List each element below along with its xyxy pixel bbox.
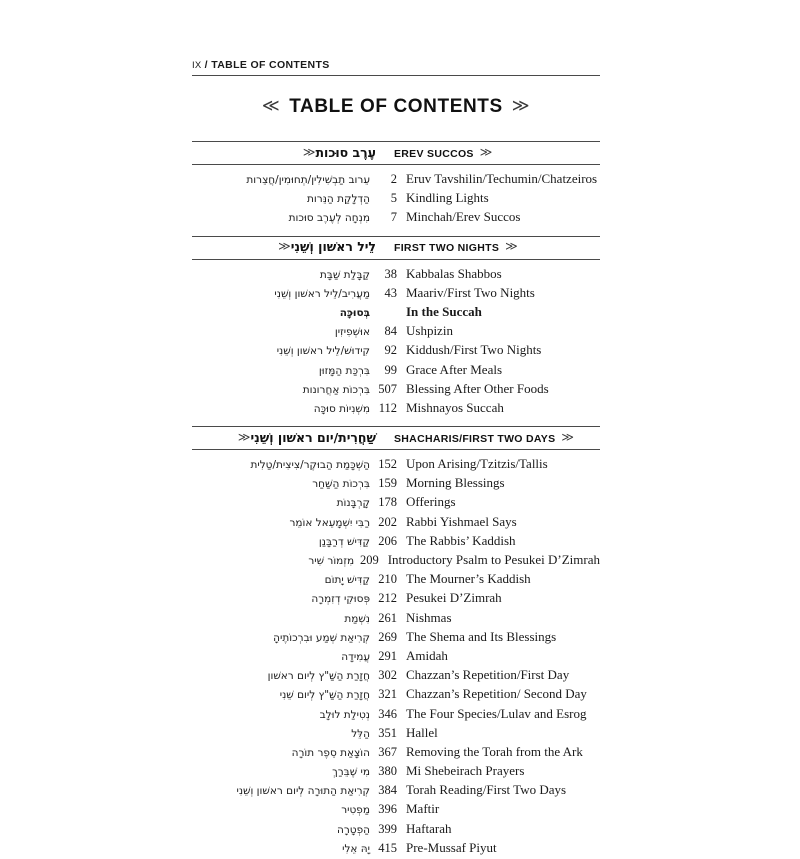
toc-entry-hebrew: מִזְמוֺר שִׁיר bbox=[308, 555, 355, 567]
toc-entry-hebrew: חֲזָרַת הַשַּׁ"ץ לְיום ראשׁון bbox=[267, 670, 370, 683]
toc-entry-page-number[interactable]: 84 bbox=[384, 324, 397, 339]
toc-entry-english: Offerings bbox=[406, 494, 456, 510]
toc-section-heading-hebrew-text: שַׁחֲרִית/יום ראשׁון וְשֵׁנִי bbox=[250, 429, 376, 445]
toc-entry-english: Mi Shebeirach Prayers bbox=[406, 763, 525, 779]
toc-section-heading-inner bbox=[192, 237, 600, 259]
toc-section bbox=[192, 236, 600, 427]
toc-section-heading-hebrew bbox=[192, 144, 380, 160]
ornament-right-icon: ≫ bbox=[479, 144, 493, 159]
toc-section-heading-hebrew-text: עֶרֶב סוּכות bbox=[315, 144, 376, 160]
toc-entry-page-number[interactable]: 269 bbox=[378, 629, 397, 644]
toc-entry-hebrew: בִּרְכוֺת אַחֲרונות bbox=[302, 383, 370, 396]
toc-entry[interactable] bbox=[192, 590, 600, 609]
toc-entry-english: Upon Arising/Tzitzis/Tallis bbox=[406, 456, 548, 472]
toc-section bbox=[192, 426, 600, 859]
toc-entry-hebrew: אוּשְׁפִיזִין bbox=[334, 326, 370, 339]
toc-entry-hebrew: קָרְבָּנוֺת bbox=[336, 497, 370, 510]
toc-entry-page-number[interactable]: 367 bbox=[378, 744, 397, 759]
toc-entry-page-number[interactable]: 92 bbox=[384, 343, 397, 358]
toc-section-heading-english-text: EREV SUCCOS bbox=[394, 147, 474, 160]
toc-entry[interactable] bbox=[192, 533, 600, 552]
toc-section-heading-inner bbox=[192, 142, 600, 164]
toc-entry-hebrew: מִנְחָה לְעֶרֶב סוּכות bbox=[288, 212, 370, 225]
toc-entry-english: Torah Reading/First Two Days bbox=[406, 782, 567, 798]
toc-entry-english: Mishnayos Succah bbox=[406, 399, 504, 415]
running-head-rule bbox=[192, 75, 600, 76]
toc-entry-english: Minchah/Erev Succos bbox=[406, 209, 521, 225]
toc-entry-page-number[interactable]: 384 bbox=[378, 783, 397, 798]
toc-entry[interactable] bbox=[192, 648, 600, 667]
toc-entry-hebrew: בִּרְכַּת הַמָּזוּן bbox=[318, 364, 370, 377]
toc-entry[interactable] bbox=[192, 610, 600, 629]
toc-entry-english: The Rabbis’ Kaddish bbox=[406, 532, 516, 548]
toc-entry[interactable] bbox=[192, 725, 600, 744]
ornament-right-icon: ≫ bbox=[561, 429, 575, 444]
toc-entry-page-number[interactable]: 321 bbox=[378, 687, 397, 702]
toc-entry-hebrew: הַדְלָקַת הַנֵּרות bbox=[307, 193, 370, 206]
toc-entry-hebrew: קְרִיאַת שְׁמַע וּבִרְכוֹתֶיהָ bbox=[273, 631, 370, 644]
toc-entry[interactable] bbox=[192, 190, 600, 209]
toc-entry-hebrew: מַפְטִיר bbox=[341, 804, 370, 817]
toc-entry-page-number[interactable]: 212 bbox=[378, 591, 397, 606]
toc-entry[interactable] bbox=[192, 456, 600, 475]
toc-entry-page-number[interactable]: 209 bbox=[359, 553, 379, 567]
toc-entry-page-number[interactable]: 159 bbox=[378, 476, 397, 491]
toc-entry-english: Chazzan’s Repetition/First Day bbox=[406, 667, 570, 683]
running-head-text bbox=[192, 59, 600, 72]
toc-entry-english: Kabbalas Shabbos bbox=[406, 265, 502, 281]
toc-section-heading-english bbox=[380, 241, 600, 254]
toc-entry-page-number[interactable]: 346 bbox=[378, 706, 397, 721]
toc-entry-hebrew: פְּסוּקֵי דְזִמְרָה bbox=[311, 593, 370, 606]
toc-section-heading-english bbox=[380, 429, 600, 445]
toc-entry[interactable] bbox=[192, 514, 600, 533]
toc-entry-english: Removing the Torah from the Ark bbox=[406, 743, 583, 759]
toc-entry-page-number[interactable]: 210 bbox=[378, 572, 397, 587]
toc-entry-english: In the Succah bbox=[406, 303, 482, 319]
toc-entry[interactable] bbox=[192, 782, 600, 801]
toc-entry-english: Introductory Psalm to Pesukei D’Zimrah bbox=[387, 552, 600, 567]
toc-entry-page-number[interactable]: 351 bbox=[378, 725, 397, 740]
toc-section-heading-hebrew bbox=[192, 241, 380, 254]
toc-section-heading-english-text: SHACHARIS/FIRST TWO DAYS bbox=[394, 432, 556, 445]
toc-entry-english: The Mourner’s Kaddish bbox=[406, 571, 531, 587]
toc-section-rows bbox=[192, 165, 600, 236]
toc-entry-page-number[interactable]: 2 bbox=[390, 172, 397, 186]
toc-entry-page-number[interactable]: 206 bbox=[378, 533, 397, 548]
toc-entry-english: The Four Species/Lulav and Esrog bbox=[406, 705, 587, 721]
ornament-left-icon: ≪ bbox=[237, 429, 251, 444]
toc-entry-hebrew: קִידוּשׁ/לֵיל ראשׁון וְשֵׁנִי bbox=[276, 345, 370, 358]
running-head-title: TABLE OF CONTENTS bbox=[211, 59, 330, 71]
toc-entry[interactable] bbox=[192, 209, 600, 228]
toc-entry-page-number[interactable]: 261 bbox=[378, 610, 397, 625]
toc-entry[interactable] bbox=[192, 342, 600, 361]
toc-entry-english: The Shema and Its Blessings bbox=[406, 628, 557, 644]
toc-section-heading bbox=[192, 236, 600, 260]
toc-entry[interactable] bbox=[192, 840, 600, 859]
toc-entry-page-number[interactable]: 396 bbox=[378, 802, 397, 817]
toc-entry-hebrew: יָהּ אֵלִי bbox=[342, 842, 370, 855]
toc-entry[interactable] bbox=[192, 285, 600, 304]
toc-entry-english: Nishmas bbox=[406, 609, 452, 625]
toc-entry-hebrew: עֲמִידָה bbox=[341, 650, 370, 663]
toc-entry-english: Haftarah bbox=[406, 820, 452, 836]
toc-entry-hebrew: עֵרוב תַבְשִׁילִין/תְחוּמִין/חֲצֵרות bbox=[246, 174, 370, 186]
ornament-right-icon: ≫ bbox=[505, 239, 518, 254]
toc-section-heading-english-text: FIRST TWO NIGHTS bbox=[394, 242, 500, 255]
toc-entry-hebrew: הַלֵּל bbox=[351, 727, 370, 740]
toc-entry-hebrew: מִי שֶׁבֵּרַךְ bbox=[332, 766, 370, 779]
toc-entry-english: Hallel bbox=[406, 724, 438, 740]
toc-section bbox=[192, 141, 600, 236]
toc-entry-hebrew: קְרִיאַת הַתוּרָה לְיום ראשׁון וְשֵׁנִי bbox=[236, 785, 370, 798]
toc-entry-hebrew: בִּרְכוֺת הַשַּׁחַר bbox=[312, 478, 370, 491]
toc-entry-english: Kiddush/First Two Nights bbox=[406, 342, 542, 358]
ornament-left-icon: ≪ bbox=[261, 96, 281, 116]
toc-entry-page-number[interactable]: 99 bbox=[384, 362, 397, 377]
toc-entry[interactable] bbox=[192, 323, 600, 342]
toc-entry[interactable] bbox=[192, 400, 600, 419]
toc-entry-hebrew: נְטִילַת לוּלָב bbox=[319, 708, 370, 721]
toc-entry-english: Pesukei D’Zimrah bbox=[406, 590, 502, 606]
ornament-right-icon: ≫ bbox=[511, 96, 531, 116]
toc-entry-hebrew: קַדִּישׁ דְרַבָּנַן bbox=[318, 535, 370, 548]
toc-entry-page-number[interactable]: 415 bbox=[378, 840, 397, 855]
ornament-left-icon: ≪ bbox=[278, 239, 291, 254]
ornament-left-icon: ≪ bbox=[302, 144, 316, 159]
toc-entry[interactable] bbox=[192, 706, 600, 725]
toc-entry[interactable] bbox=[192, 763, 600, 782]
toc-entry[interactable] bbox=[192, 494, 600, 513]
toc-entry-page-number[interactable]: 152 bbox=[378, 457, 397, 472]
toc-section-heading bbox=[192, 426, 600, 450]
toc-entry[interactable] bbox=[192, 304, 600, 323]
toc-entry-english: Rabbi Yishmael Says bbox=[406, 513, 517, 529]
toc-entry[interactable] bbox=[192, 744, 600, 763]
toc-entry[interactable] bbox=[192, 475, 600, 494]
page-title bbox=[192, 96, 600, 118]
toc-entry-english: Maariv/First Two Nights bbox=[406, 284, 535, 300]
toc-entry-hebrew: הַפְטָרָה bbox=[336, 823, 370, 836]
toc-entry-hebrew: חֲזָרַת הַשַּׁ"ץ לְיום שֵׁנִי bbox=[279, 689, 370, 702]
toc-entry-page-number[interactable]: 399 bbox=[378, 821, 397, 836]
toc-entry-hebrew: מִשְׁנִיוֺת סוּכָּה bbox=[313, 402, 370, 415]
toc-entry-page-number[interactable]: 302 bbox=[378, 668, 397, 683]
running-head-separator: / bbox=[204, 59, 208, 71]
toc-section-heading-inner bbox=[192, 427, 600, 449]
toc-entry-page-number[interactable]: 5 bbox=[390, 191, 397, 206]
toc-entry[interactable] bbox=[192, 381, 600, 400]
toc-entry[interactable] bbox=[192, 686, 600, 705]
toc-entry-hebrew: קַדִּישׁ יָתוֹם bbox=[324, 574, 370, 587]
toc-entry-page-number[interactable]: 380 bbox=[378, 764, 397, 779]
toc-entry-english: Eruv Tavshilin/Techumin/Chatzeiros bbox=[406, 171, 598, 186]
toc-entry-english: Amidah bbox=[406, 647, 448, 663]
toc-entry-hebrew: נִשְׁמַת bbox=[344, 612, 370, 625]
toc-entry-hebrew: רַבִּי יִשְׁמָעֵאל אוֹמֵר bbox=[289, 516, 370, 529]
toc-entry[interactable] bbox=[192, 667, 600, 686]
toc-section-rows bbox=[192, 450, 600, 859]
toc-entry-page-number[interactable]: 202 bbox=[378, 514, 397, 529]
toc-entry-page-number[interactable]: 291 bbox=[378, 648, 397, 663]
toc-entry-page-number[interactable]: 507 bbox=[378, 381, 397, 396]
toc-entry[interactable] bbox=[192, 629, 600, 648]
toc-entry-hebrew: הוֹצָאַת סֵפֶר תוֹרָה bbox=[291, 746, 370, 759]
toc-entry[interactable] bbox=[192, 801, 600, 820]
toc-entry-english: Kindling Lights bbox=[406, 190, 489, 206]
toc-section-heading-hebrew-text: לֵיל ראשׁון וְשֵׁנִי bbox=[290, 239, 376, 255]
toc-section-heading bbox=[192, 141, 600, 165]
toc-entry-hebrew: בְּסוּכָּה bbox=[339, 306, 370, 319]
toc-entry-english: Maftir bbox=[406, 801, 440, 817]
toc-entry-english: Pre-Mussaf Piyut bbox=[406, 839, 497, 855]
toc-entry-page-number[interactable]: 178 bbox=[378, 495, 397, 510]
page-title-text: TABLE OF CONTENTS bbox=[289, 96, 503, 117]
toc-entry-page-number[interactable]: 7 bbox=[390, 210, 397, 225]
toc-list bbox=[192, 141, 600, 859]
toc-entry[interactable] bbox=[192, 552, 600, 571]
toc-entry-english: Ushpizin bbox=[406, 323, 453, 339]
toc-section-rows bbox=[192, 260, 600, 427]
running-head-folio: IX bbox=[192, 60, 202, 71]
toc-entry[interactable] bbox=[192, 171, 600, 190]
toc-entry-page-number[interactable]: 43 bbox=[384, 285, 397, 300]
toc-section-heading-english bbox=[380, 144, 600, 160]
toc-entry-page-number[interactable]: 38 bbox=[384, 266, 397, 281]
toc-entry-hebrew: מַעֲרִיב/לֵיל ראשׁון וְשֵׁנִי bbox=[274, 287, 370, 300]
toc-entry-english: Chazzan’s Repetition/ Second Day bbox=[406, 686, 587, 702]
toc-entry-hebrew: הַשְׁכָּמַת הַבוּקֶר/צִיצִית/טַלִית bbox=[250, 459, 370, 472]
toc-entry-english: Blessing After Other Foods bbox=[406, 380, 549, 396]
toc-entry-page-number[interactable]: 112 bbox=[378, 400, 397, 415]
toc-entry-hebrew: קַבָּלַת שַׁבָּת bbox=[319, 268, 370, 281]
toc-entry[interactable] bbox=[192, 362, 600, 381]
toc-entry-english: Grace After Meals bbox=[406, 361, 503, 377]
toc-entry[interactable] bbox=[192, 571, 600, 590]
running-head bbox=[192, 59, 600, 76]
toc-entry-english: Morning Blessings bbox=[406, 475, 505, 491]
toc-entry[interactable] bbox=[192, 266, 600, 285]
toc-entry[interactable] bbox=[192, 821, 600, 840]
toc-section-heading-hebrew bbox=[192, 429, 380, 445]
